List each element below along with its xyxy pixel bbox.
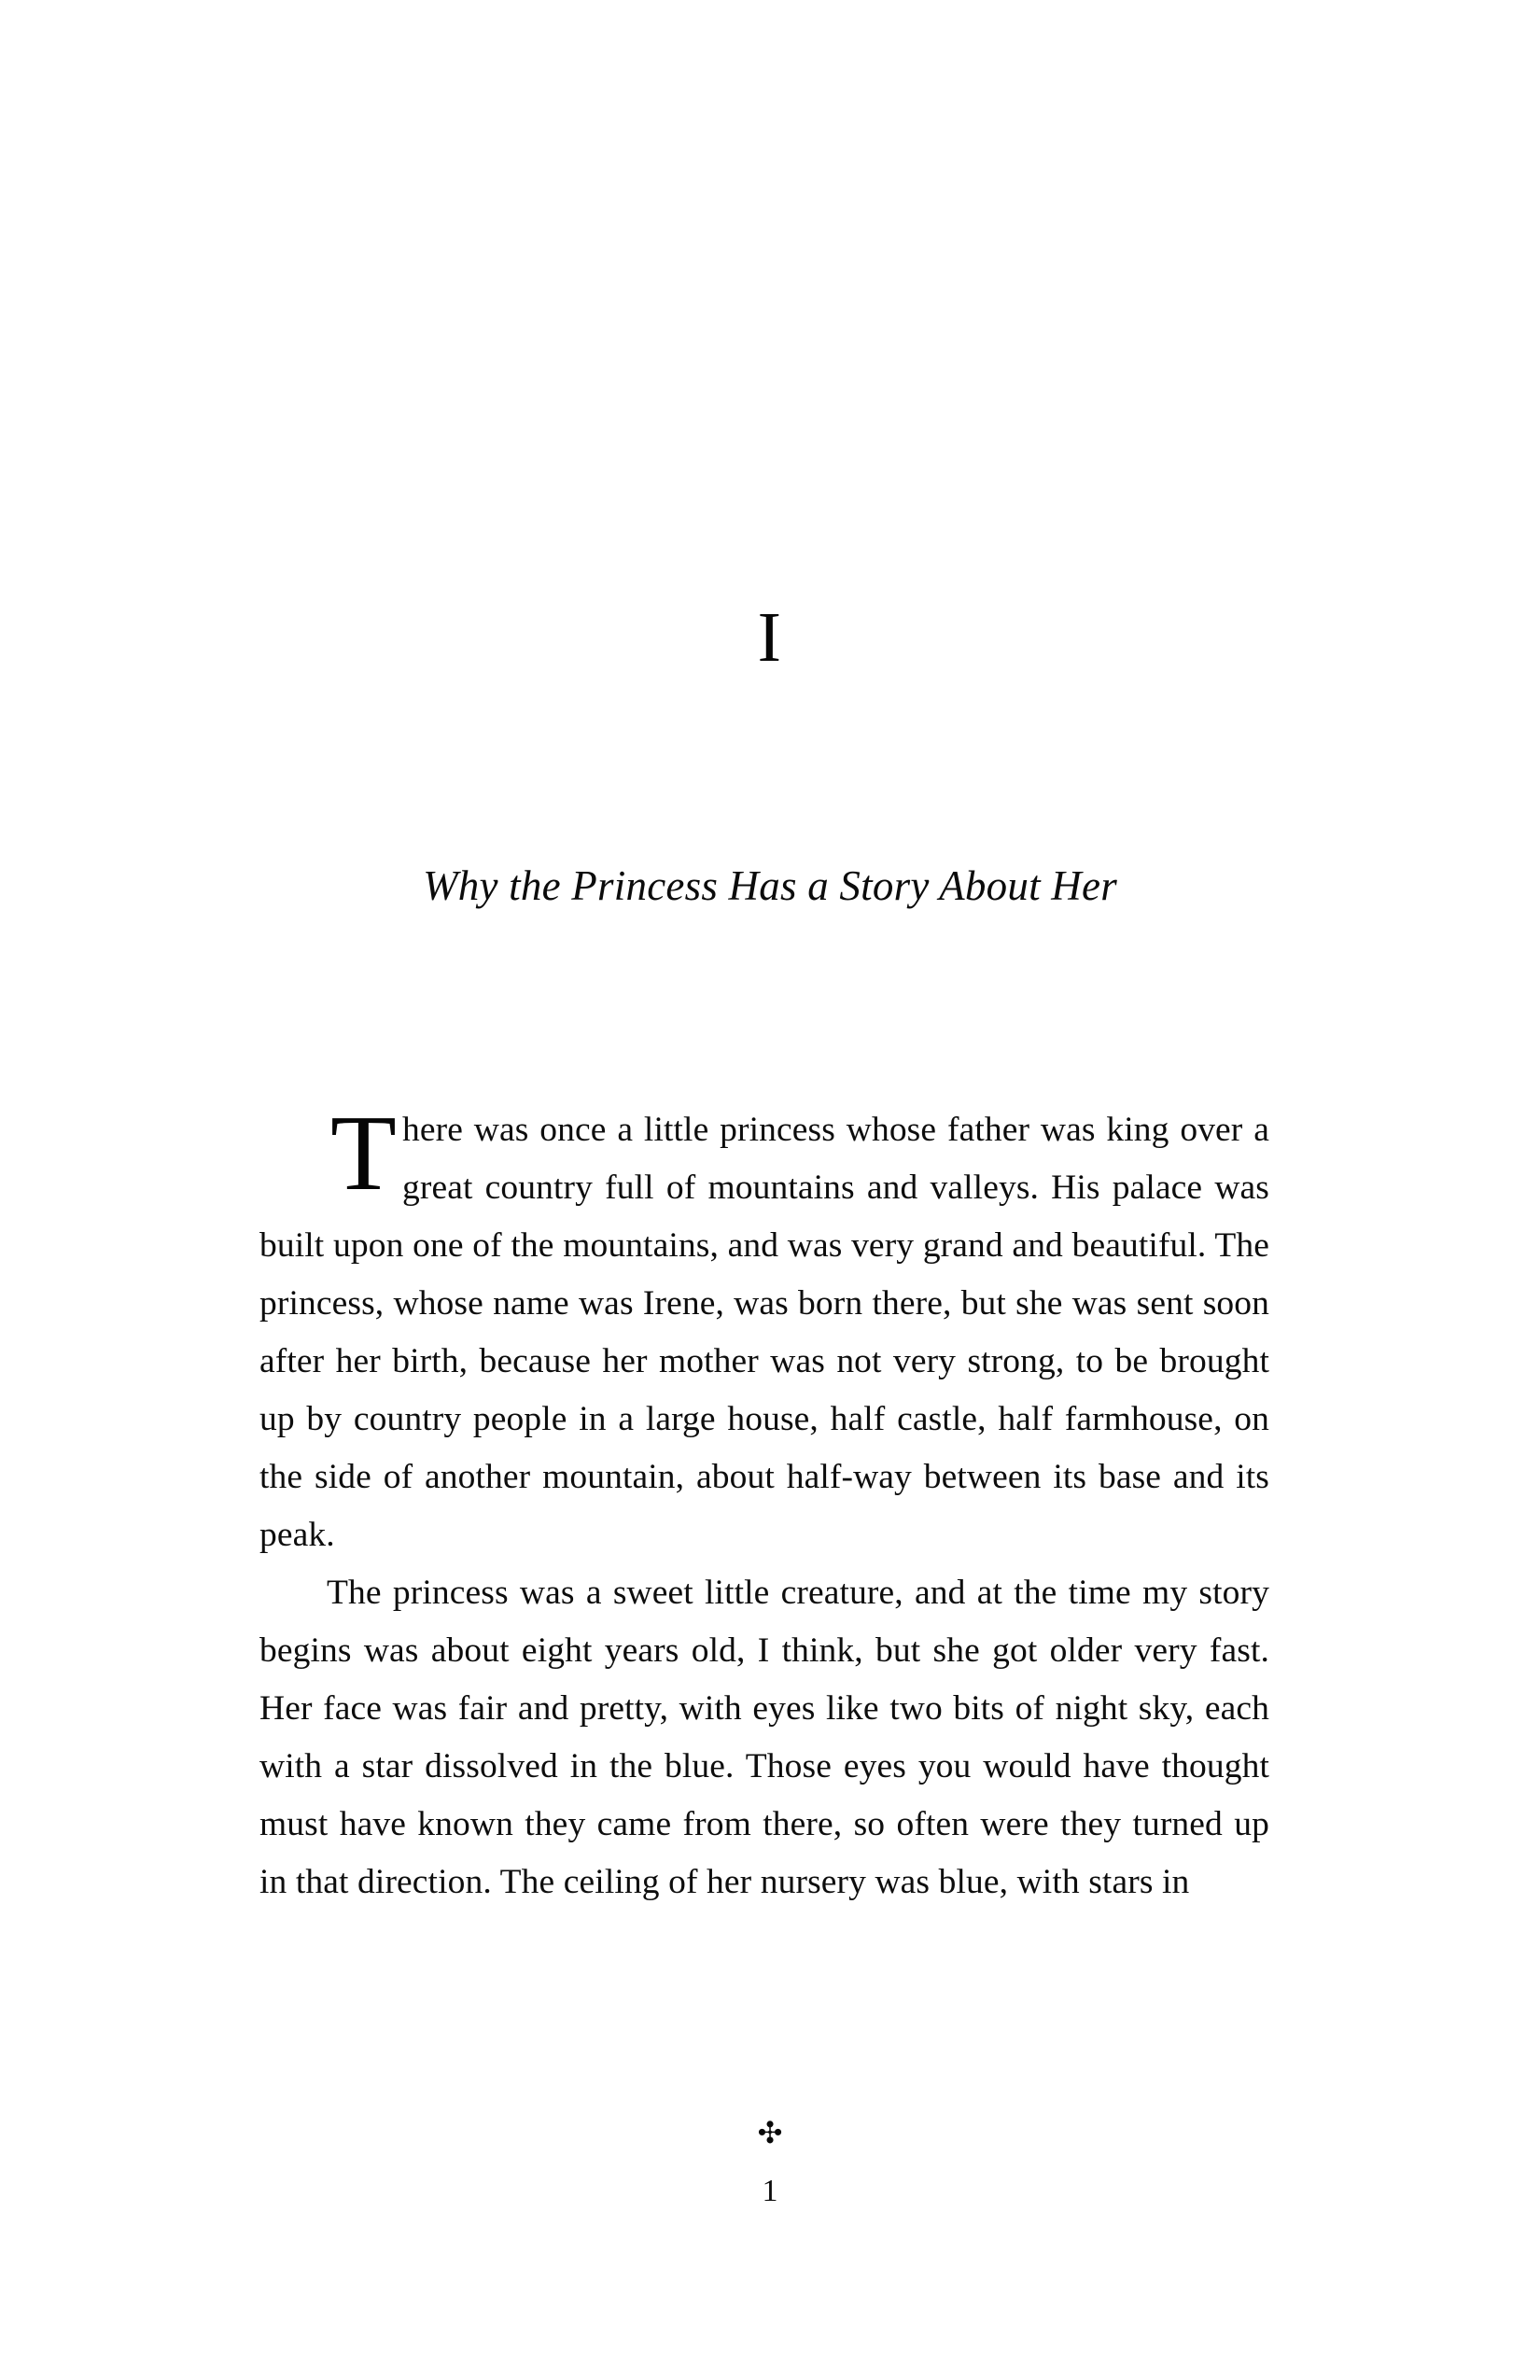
drop-cap: T (330, 1094, 397, 1213)
paragraph-opening (259, 1094, 1269, 1564)
chapter-title: Why the Princess Has a Story About Her (423, 862, 1117, 910)
page-number: 1 (762, 2174, 778, 2208)
body-text-block (259, 1094, 1269, 1911)
chapter-number: I (757, 598, 783, 677)
paragraph-second: The princess was a sweet little creature, and at the time my story begins was about eight years old, I think, but she got older very fast. Her face was fair and pretty, with eyes like two bits of night sky, each with a star dissolved in the blue. Those eyes you would have thought must have known they came from there, so often were they turned up in that direction. The ceiling of her nursery was blue, with stars in (259, 1574, 1269, 1901)
paragraph-opening-text: here was once a little princess whose father was king over a great country full of mountains and valleys. His palace was built upon one of the mountains, and was very grand and beautiful. The princess, whose name was Irene, was born there, but she was sent soon after her birth, because her mother was not very strong, to be brought up by country people in a large house, half castle, half farmhouse, on the side of another mountain, about half-way between its base and its peak. (259, 1111, 1269, 1554)
four-petal-fleuron-icon: ✣ (757, 2115, 783, 2150)
page-footer (0, 2117, 1540, 2208)
